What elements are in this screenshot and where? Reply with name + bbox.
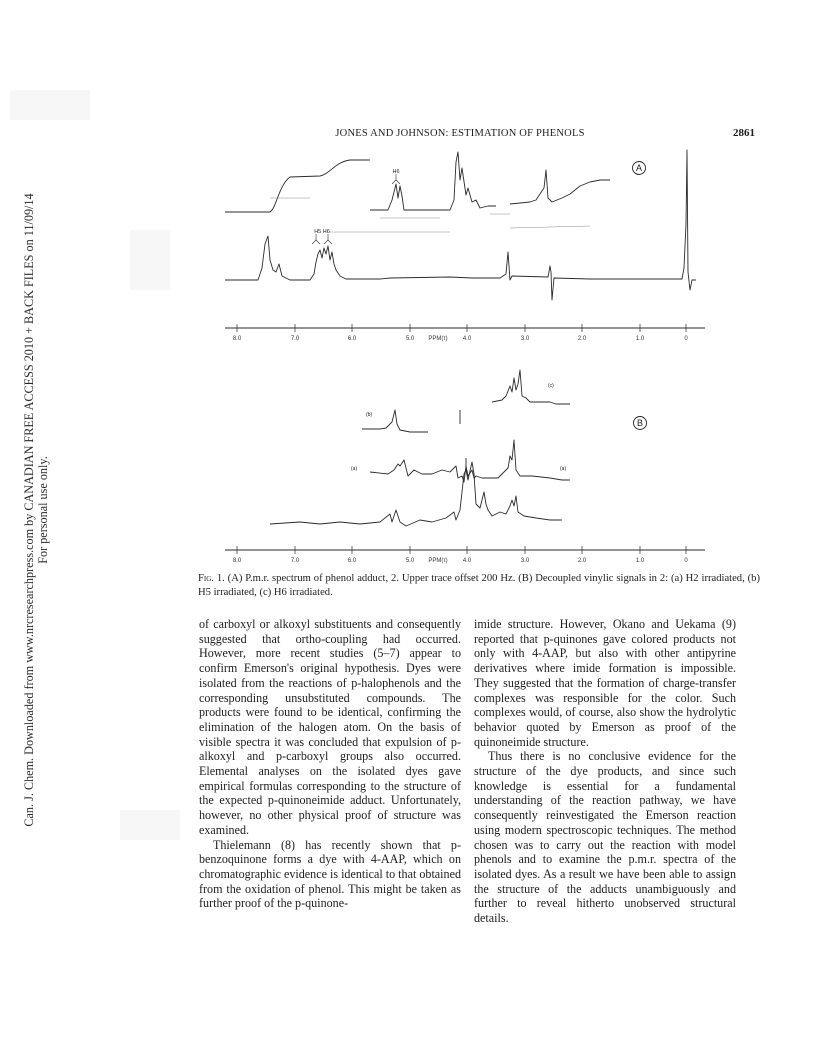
trace-label-b: (b) [366, 412, 373, 418]
body-column-right [474, 617, 736, 926]
watermark-line-2: For personal use only. [36, 456, 50, 564]
axis-b-tick-label: 6.0 [347, 558, 357, 564]
peak-label-h5-h6: H5 H6 [314, 229, 330, 235]
axis-b-tick-label: 0 [684, 558, 688, 564]
panel-b-trace-a-middle [370, 440, 570, 482]
trace-label-a-right: (a) [560, 466, 567, 472]
axis-a-tick-label: 4.0 [462, 336, 472, 342]
scan-artifact [10, 90, 90, 120]
axis-b-tick-label: 2.0 [577, 558, 587, 564]
panel-a-lower-trace [225, 150, 696, 300]
axis-b-tick-label: 5.0 [405, 558, 415, 564]
axis-b-tick-label: 1.0 [635, 558, 645, 564]
peak-label-h6: H6 [392, 169, 400, 175]
panel-b-label: B [636, 418, 644, 428]
axis-b-tick-label: 8.0 [232, 558, 242, 564]
trace-label-a-left: (a) [351, 466, 358, 472]
panel-b-full-trace [270, 462, 562, 526]
panel-b-trace-vertical [460, 410, 466, 472]
panel-a-label: A [635, 163, 643, 173]
axis-a-tick-label: 2.0 [577, 336, 587, 342]
paragraph: imide structure. However, Okano and Uekama (9) reported that p-quinones gave colored products not only with 4-AAP, but also with other antipyrine derivatives where imide formation is impossible. They suggested that the formation of charge-transfer complexes was responsible for the color. Such complexes would, of course, also show the hydrolytic behavior quoted by Emerson as proof of the quinoneimide structure. [474, 617, 736, 749]
nmr-spectra-svg [210, 140, 730, 575]
axis-a-tick-label: 0 [684, 336, 688, 342]
figure-caption [198, 572, 760, 599]
paragraph: of carboxyl or alkoxyl substituents and consequently suggested that ortho-coupling had occurred. However, more recent studies (5–7) appear to confirm Emerson's original hypothesis. Dyes were isolated from the reactions of p-halophenols and the corresponding unsubstituted compounds. The products were found to be identical, confirming the elimination of the halogen atom. On the basis of visible spectra it was concluded that expulsion of p-alkoxyl and p-carboxyl groups also occurred. Elemental analyses on the isolated dyes gave empirical formulas corresponding to the structure of the expected p-quinoneimide adduct. Unfortunately, however, no other physical proof of structure was examined. [199, 617, 461, 837]
paragraph: Thielemann (8) has recently shown that p-benzoquinone forms a dye with 4-AAP, which on chromatographic evidence is identical to that obtained from the oxidation of phenol. This might be taken as further proof of the p-quinone- [199, 837, 461, 911]
body-column-left [199, 617, 461, 911]
watermark-line-1: Can. J. Chem. Downloaded from www.nrcresearchpress.com by CANADIAN FREE ACCESS 2010 + BACK FILES on 11/09/14 [22, 193, 36, 827]
nmr-figure [210, 140, 730, 575]
axis-a-unit: PPM(τ) [428, 336, 448, 342]
download-watermark [22, 193, 50, 826]
running-head: JONES AND JOHNSON: ESTIMATION OF PHENOLS [335, 128, 585, 139]
axis-a-tick-label: 6.0 [347, 336, 357, 342]
axis-a-tick-label: 3.0 [520, 336, 530, 342]
axis-b-tick-label: 7.0 [290, 558, 300, 564]
axis-a-tick-label: 5.0 [405, 336, 415, 342]
paragraph: Thus there is no conclusive evidence for the structure of the dye products, and since such knowledge is essential for a fundamental understanding of the reaction pathway, we have consequently reinvestigated the Emerson reaction using modern spectroscopic techniques. The method chosen was to carry out the reaction with model phenols and to examine the p.m.r. spectra of the isolated dyes. As a result we have been able to assign the structure of the adducts unambiguously and further to reveal hitherto unobserved structural details. [474, 749, 736, 926]
panel-a-upper-trace [225, 152, 610, 212]
figure-caption-label: Fig. 1. [198, 573, 225, 584]
panel-b-trace-c [492, 370, 570, 404]
panel-a-integral-faint [270, 198, 590, 232]
scan-artifact [130, 230, 170, 290]
scan-artifact [120, 810, 180, 840]
axis-b-unit: PPM(τ) [428, 558, 448, 564]
page-number: 2861 [733, 127, 755, 139]
axis-a-tick-label: 7.0 [290, 336, 300, 342]
axis-a-tick-label: 8.0 [232, 336, 242, 342]
figure-caption-text: (A) P.m.r. spectrum of phenol adduct, 2. Upper trace offset 200 Hz. (B) Decoupled vinylic signals in 2: (a) H2 irradiated, (b) H5 irradiated, (c) H6 irradiated. [198, 573, 760, 598]
trace-label-c: (c) [548, 383, 554, 389]
axis-a-tick-label: 1.0 [635, 336, 645, 342]
axis-b-tick-label: 3.0 [520, 558, 530, 564]
axis-b-tick-label: 4.0 [462, 558, 472, 564]
